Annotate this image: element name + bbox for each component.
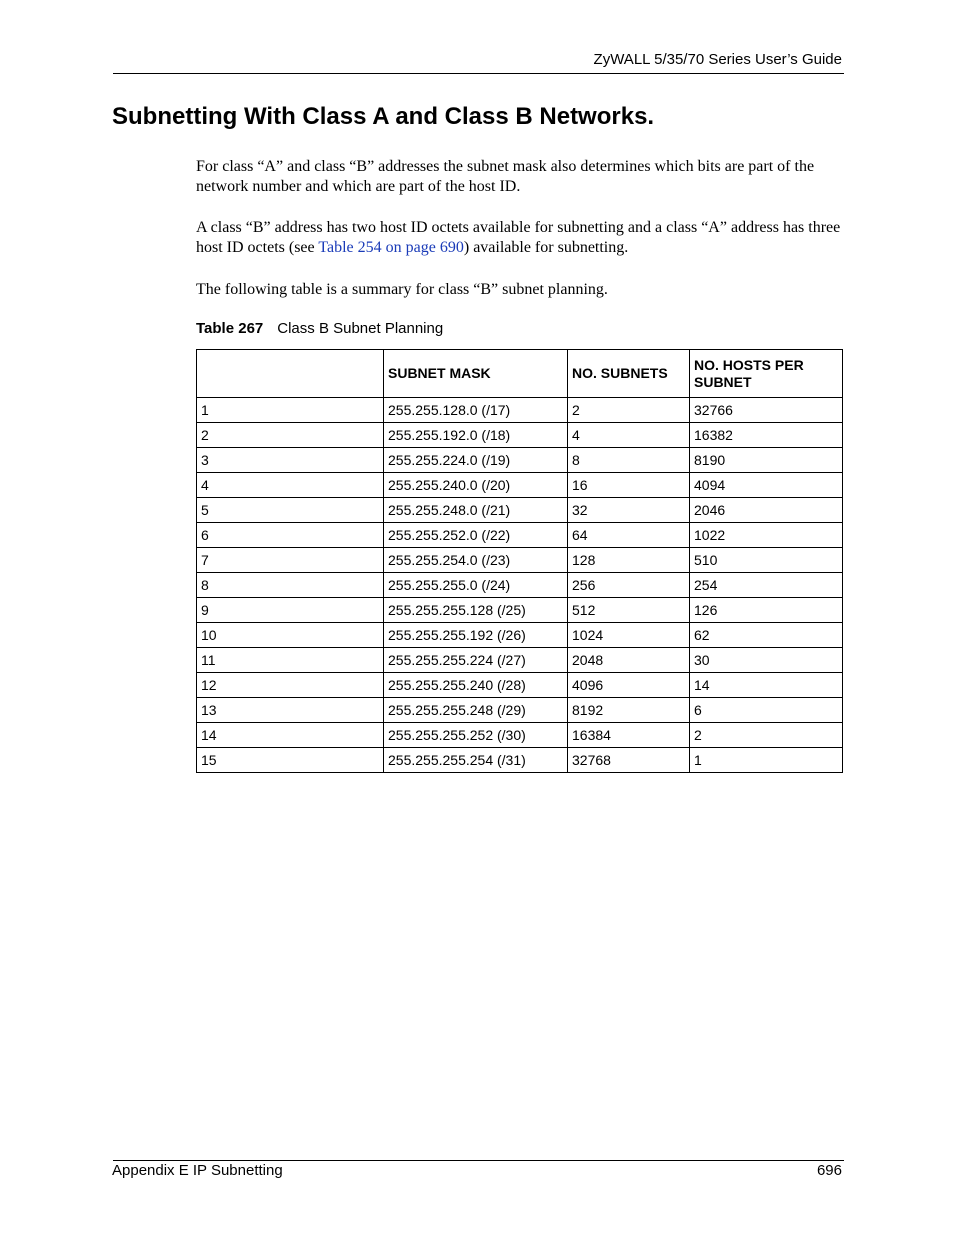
cell-subnet-mask: 255.255.224.0 (/19) [384, 448, 568, 473]
cell-subnet-mask: 255.255.252.0 (/22) [384, 523, 568, 548]
table-row [197, 698, 843, 723]
class-b-subnet-table [196, 349, 843, 773]
table-row [197, 598, 843, 623]
cell-subnet-mask: 255.255.255.248 (/29) [384, 698, 568, 723]
cell-no-subnets: 32 [568, 498, 690, 523]
cell-no-hosts: 8190 [690, 448, 843, 473]
cell-index: 1 [197, 398, 384, 423]
cell-no-hosts: 254 [690, 573, 843, 598]
footer-appendix-title: Appendix E IP Subnetting [112, 1162, 283, 1179]
cell-subnet-mask: 255.255.128.0 (/17) [384, 398, 568, 423]
cell-subnet-mask: 255.255.255.224 (/27) [384, 648, 568, 673]
cell-index: 2 [197, 423, 384, 448]
cell-subnet-mask: 255.255.255.128 (/25) [384, 598, 568, 623]
cell-index: 5 [197, 498, 384, 523]
cell-no-subnets: 16384 [568, 723, 690, 748]
table-header-row [197, 350, 843, 398]
cell-no-hosts: 1 [690, 748, 843, 773]
header-no-subnets: NO. SUBNETS [568, 350, 690, 398]
cell-no-subnets: 1024 [568, 623, 690, 648]
cell-no-subnets: 512 [568, 598, 690, 623]
cell-index: 13 [197, 698, 384, 723]
cell-subnet-mask: 255.255.240.0 (/20) [384, 473, 568, 498]
cell-index: 12 [197, 673, 384, 698]
cell-no-hosts: 14 [690, 673, 843, 698]
cell-subnet-mask: 255.255.255.240 (/28) [384, 673, 568, 698]
cell-no-hosts: 16382 [690, 423, 843, 448]
table-row [197, 673, 843, 698]
table-row [197, 523, 843, 548]
cell-no-hosts: 6 [690, 698, 843, 723]
cell-no-subnets: 2048 [568, 648, 690, 673]
cell-no-hosts: 32766 [690, 398, 843, 423]
cell-subnet-mask: 255.255.248.0 (/21) [384, 498, 568, 523]
table-row [197, 648, 843, 673]
cell-no-subnets: 4096 [568, 673, 690, 698]
table-caption-number: Table 267 [196, 320, 264, 337]
cell-subnet-mask: 255.255.255.0 (/24) [384, 573, 568, 598]
cell-subnet-mask: 255.255.254.0 (/23) [384, 548, 568, 573]
table-row [197, 573, 843, 598]
cell-subnet-mask: 255.255.255.192 (/26) [384, 623, 568, 648]
cell-index: 11 [197, 648, 384, 673]
cell-index: 7 [197, 548, 384, 573]
paragraph-text: A class “B” address has two host ID octets available for subnetting and a class “A” address has three host ID octets (see [196, 219, 841, 256]
table-body [197, 398, 843, 773]
cell-no-hosts: 62 [690, 623, 843, 648]
cell-no-hosts: 4094 [690, 473, 843, 498]
cell-no-subnets: 2 [568, 398, 690, 423]
cell-index: 14 [197, 723, 384, 748]
cell-no-hosts: 30 [690, 648, 843, 673]
cell-index: 6 [197, 523, 384, 548]
cell-no-subnets: 8 [568, 448, 690, 473]
cell-subnet-mask: 255.255.255.252 (/30) [384, 723, 568, 748]
page-number: 696 [816, 1162, 842, 1179]
table-row [197, 748, 843, 773]
header-index [197, 350, 384, 398]
paragraph-host-id-octets [196, 218, 846, 258]
cell-index: 8 [197, 573, 384, 598]
cell-index: 4 [197, 473, 384, 498]
table-row [197, 398, 843, 423]
table-row [197, 623, 843, 648]
table-254-link[interactable]: Table 254 on page 690 [318, 239, 464, 256]
paragraph-text: ) available for subnetting. [463, 239, 629, 256]
cell-no-hosts: 510 [690, 548, 843, 573]
table-row [197, 448, 843, 473]
paragraph-class-a-b-mask: For class “A” and class “B” addresses the subnet mask also determines which bits are part of the network number and which are part of the host ID. [196, 158, 815, 195]
cell-index: 9 [197, 598, 384, 623]
table-row [197, 473, 843, 498]
paragraph-summary-intro: The following table is a summary for class “B” subnet planning. [196, 281, 608, 298]
cell-index: 3 [197, 448, 384, 473]
section-title: Subnetting With Class A and Class B Networks. [112, 103, 655, 130]
cell-no-subnets: 16 [568, 473, 690, 498]
footer-divider [113, 1160, 844, 1161]
cell-index: 15 [197, 748, 384, 773]
header-no-hosts-per-subnet: NO. HOSTS PER SUBNET [690, 350, 843, 398]
cell-no-hosts: 1022 [690, 523, 843, 548]
cell-subnet-mask: 255.255.192.0 (/18) [384, 423, 568, 448]
cell-index: 10 [197, 623, 384, 648]
table-caption-title: Class B Subnet Planning [277, 320, 444, 337]
table-row [197, 498, 843, 523]
cell-subnet-mask: 255.255.255.254 (/31) [384, 748, 568, 773]
cell-no-subnets: 4 [568, 423, 690, 448]
table-caption [196, 320, 443, 337]
cell-no-subnets: 256 [568, 573, 690, 598]
cell-no-hosts: 2 [690, 723, 843, 748]
cell-no-subnets: 128 [568, 548, 690, 573]
header-subnet-mask: SUBNET MASK [384, 350, 568, 398]
cell-no-subnets: 32768 [568, 748, 690, 773]
guide-title: ZyWALL 5/35/70 Series User’s Guide [593, 51, 842, 68]
cell-no-subnets: 8192 [568, 698, 690, 723]
cell-no-hosts: 126 [690, 598, 843, 623]
table-row [197, 548, 843, 573]
cell-no-subnets: 64 [568, 523, 690, 548]
table-row [197, 723, 843, 748]
header-divider [113, 73, 844, 74]
cell-no-hosts: 2046 [690, 498, 843, 523]
table-row [197, 423, 843, 448]
